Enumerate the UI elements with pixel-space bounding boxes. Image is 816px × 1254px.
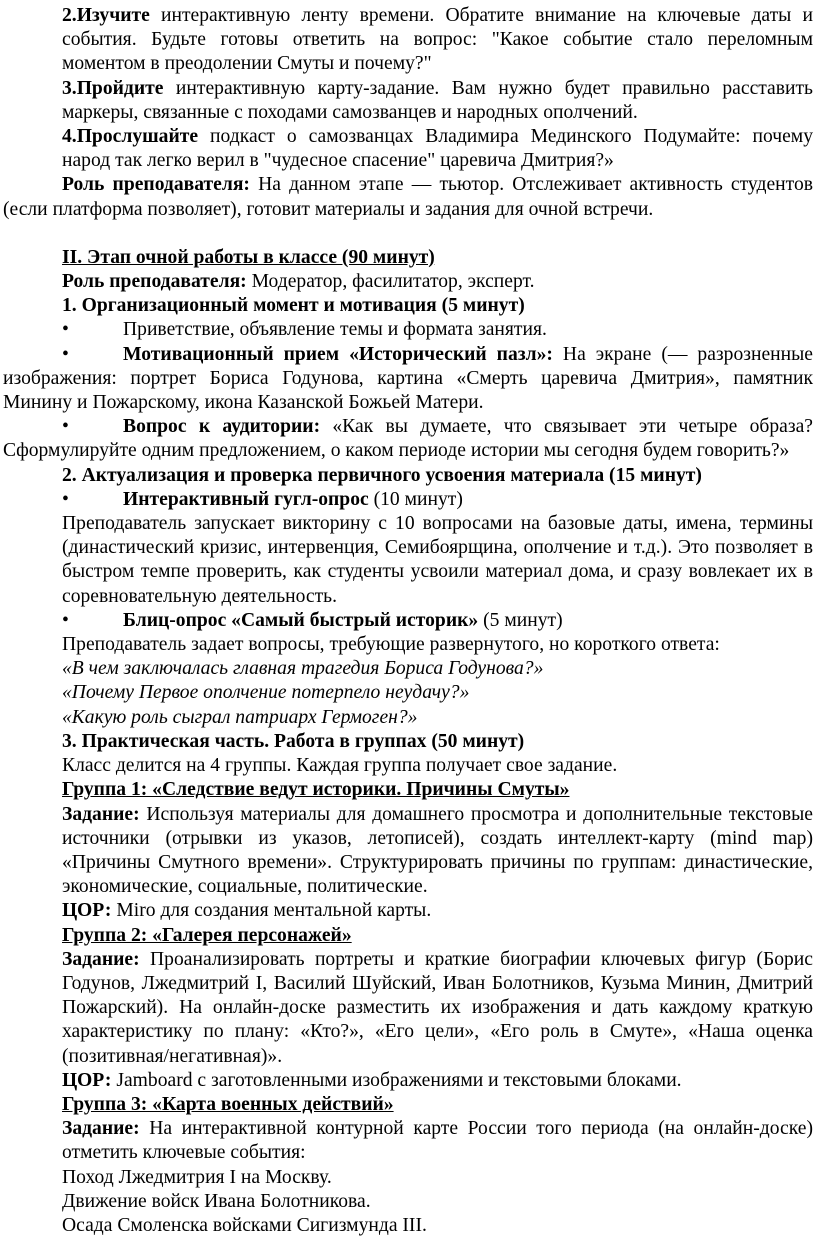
group-tsor: [3, 899, 813, 923]
bullet-icon: •: [62, 319, 69, 341]
step-text: интерактивную карту-задание. Вам нужно будет правильно расставить маркеры, связанные с походами самозванцев и народных ополчений.: [62, 77, 813, 123]
subsection-heading: [3, 730, 813, 754]
item-label: Блиц-опрос «Самый быстрый историк»: [123, 609, 479, 631]
section-heading: [3, 246, 813, 270]
role-label: Роль преподавателя:: [62, 174, 250, 196]
bullet-icon: •: [62, 416, 69, 438]
tsor-text: Jamboard с заготовленными изображениями и текстовыми блоками.: [111, 1069, 682, 1091]
list-item: [3, 343, 813, 416]
task-text: Используя материалы для домашнего просмотра и дополнительные текстовые источники (отрывки из указов, летописей), создать интеллект-карту (mind map) «Причины Смутного времени». Структурировать причины по группам: династические, экономические, социальные, политические.: [62, 803, 813, 898]
list-item: [3, 609, 813, 633]
heading-text: 2. Актуализация и проверка первичного усвоения материала (15 минут): [62, 464, 702, 486]
question-text: «В чем заключалась главная трагедия Бориса Годунова?»: [62, 658, 544, 680]
bullet-icon: •: [62, 488, 69, 510]
spacer: [3, 222, 813, 246]
question-text: «Почему Первое ополчение потерпело неудачу?»: [62, 682, 470, 704]
group-title-text: Группа 1: «Следствие ведут историки. Причины Смуты»: [62, 779, 570, 801]
question: [3, 706, 813, 730]
paragraph-step-2: [3, 4, 813, 77]
question-text: «Какую роль сыграл патриарх Гермоген?»: [62, 706, 418, 728]
paragraph-teacher-role: [3, 173, 813, 221]
item-label: Мотивационный прием «Исторический пазл»:: [123, 343, 553, 365]
paragraph: Преподаватель задает вопросы, требующие развернутого, но короткого ответа:: [62, 634, 720, 656]
paragraph-step-4: [3, 125, 813, 173]
task-label: Задание:: [62, 803, 140, 825]
task-text: Проанализировать портреты и краткие биографии ключевых фигур (Борис Годунов, Лжедмитрий I, Василий Шуйский, Иван Болотников, Кузьма Минин, Дмитрий Пожарский). На онлайн-доске разместить их изображения и дать каждому краткую характеристику по плану: «Кто?», «Его цели», «Его роль в Смуте», «Наша оценка (позитивная/негативная)».: [62, 948, 813, 1067]
group-tsor: [3, 1069, 813, 1093]
bullet-icon: •: [62, 609, 69, 631]
group-title-text: Группа 3: «Карта военных действий»: [62, 1093, 394, 1115]
step-text: подкаст о самозванцах Владимира Мединского Подумайте: почему народ так легко верил в "чудесное спасение" царевича Дмитрия?»: [62, 126, 813, 172]
paragraph-teacher-role: [3, 270, 813, 294]
paragraph-step-3: [3, 77, 813, 125]
subsection-heading: [3, 464, 813, 488]
group-task: [3, 1117, 813, 1165]
group-title-text: Группа 2: «Галерея персонажей»: [62, 924, 352, 946]
group-title: [3, 1093, 813, 1117]
list-item: [3, 488, 813, 512]
item-text: (5 минут): [478, 609, 563, 631]
question: [3, 657, 813, 681]
tsor-label: ЦОР:: [62, 900, 112, 922]
item-text: На экране (— разрозненные изображения: портрет Бориса Годунова, картина «Смерть царевича Дмитрия», памятник Минину и Пожарскому, икона Казанской Божьей Матери.: [3, 343, 813, 414]
item-text: «Как вы думаете, что связывает эти четыре образа? Сформулируйте одним предложением, о каком периоде истории мы сегодня будем говорить?»: [3, 416, 813, 462]
item-label: Вопрос к аудитории:: [123, 416, 321, 438]
list-item: [3, 415, 813, 463]
step-label: 3.Пройдите: [62, 77, 164, 99]
tsor-text: Miro для создания ментальной карты.: [111, 900, 432, 922]
paragraph: Преподаватель запускает викторину с 10 вопросами на базовые даты, имена, термины (династический кризис, интервенция, Семибоярщина, ополчение и т.д.). Это позволяет в быстром темпе проверить, как студенты усвоили материал дома, и сразу вовлекает их в соревновательную деятельность.: [62, 513, 813, 607]
stage-heading: II. Этап очной работы в классе (90 минут): [62, 246, 435, 268]
item-text: (10 минут): [368, 488, 463, 510]
step-text: интерактивную ленту времени. Обратите внимание на ключевые даты и события. Будьте готовы ответить на вопрос: "Какое событие стало переломным моментом в преодолении Смуты и почему?": [62, 5, 813, 75]
item-text: Приветствие, объявление темы и формата занятия.: [123, 319, 547, 341]
heading-text: 1. Организационный момент и мотивация (5 минут): [62, 295, 525, 317]
tsor-label: ЦОР:: [62, 1069, 112, 1091]
role-text: На данном этапе — тьютор. Отслеживает активность студентов (если платформа позволяет), готовит материалы и задания для очной встречи.: [3, 174, 813, 220]
heading-text: 3. Практическая часть. Работа в группах (50 минут): [62, 730, 525, 752]
event-item: Поход Лжедмитрия I на Москву.: [62, 1166, 332, 1188]
group-title: [3, 924, 813, 948]
item-label: Интерактивный гугл-опрос: [123, 488, 369, 510]
role-text: Модератор, фасилитатор, эксперт.: [246, 271, 535, 293]
list-item: [3, 318, 813, 342]
event-item: Движение войск Ивана Болотникова.: [62, 1190, 371, 1212]
task-text: На интерактивной контурной карте России того периода (на онлайн-доске) отметить ключевые события:: [62, 1118, 813, 1164]
bullet-icon: •: [62, 343, 69, 365]
group-task: [3, 803, 813, 900]
group-title: [3, 778, 813, 802]
role-label: Роль преподавателя:: [62, 271, 247, 293]
event-item: Осада Смоленска войсками Сигизмунда III.: [62, 1214, 427, 1236]
group-task: [3, 948, 813, 1069]
question: [3, 681, 813, 705]
task-label: Задание:: [62, 948, 140, 970]
step-label: 4.Прослушайте: [62, 126, 199, 148]
subsection-heading: [3, 294, 813, 318]
step-label: 2.Изучите: [62, 5, 150, 26]
paragraph: Класс делится на 4 группы. Каждая группа получает свое задание.: [62, 755, 618, 777]
task-label: Задание:: [62, 1118, 140, 1140]
